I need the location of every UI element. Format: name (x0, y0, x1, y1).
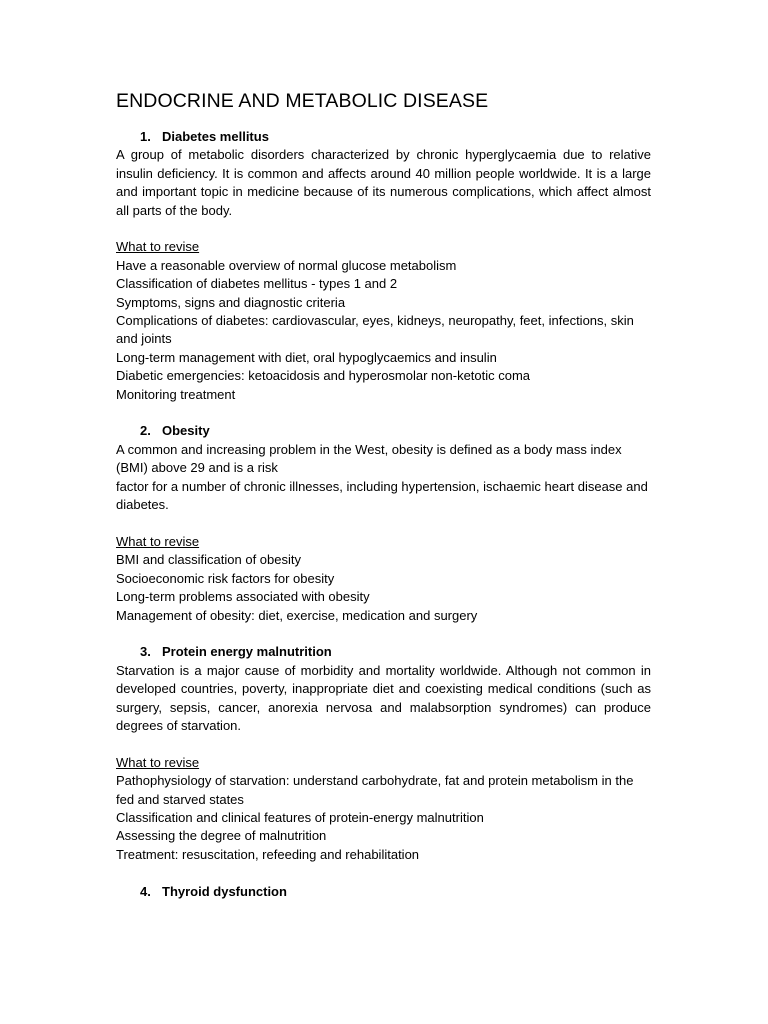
section-heading (116, 128, 651, 146)
section-title: Obesity (162, 423, 210, 439)
revise-item: BMI and classification of obesity (116, 552, 301, 568)
section-number: 3. (140, 644, 151, 660)
section-description: factor for a number of chronic illnesses, including hypertension, ischaemic heart disease and diabetes. (116, 478, 648, 513)
section-title: Diabetes mellitus (162, 129, 269, 144)
document-content (116, 88, 651, 901)
revise-item: Management of obesity: diet, exercise, medication and surgery (116, 607, 478, 623)
revise-item: Symptoms, signs and diagnostic criteria (116, 294, 346, 310)
spacer (116, 515, 651, 533)
revise-item: Monitoring treatment (116, 386, 236, 402)
revise-list (116, 257, 651, 404)
section-number: 2. (140, 423, 151, 439)
what-to-revise-label: What to revise (116, 533, 200, 549)
section-number: 1. (140, 129, 151, 144)
what-to-revise-label: What to revise (116, 239, 200, 255)
revise-list (116, 551, 651, 625)
revise-item: Classification of diabetes mellitus - types 1 and 2 (116, 276, 398, 292)
revise-item: Long-term problems associated with obesity (116, 589, 370, 605)
section-thyroid-dysfunction (116, 883, 651, 901)
revise-item: Have a reasonable overview of normal glucose metabolism (116, 257, 457, 273)
section-protein-energy-malnutrition (116, 643, 651, 882)
what-to-revise-label: What to revise (116, 754, 200, 770)
revise-item: Long-term management with diet, oral hypoglycaemics and insulin (116, 349, 497, 365)
revise-item: Pathophysiology of starvation: understand carbohydrate, fat and protein metabolism in the fed and starved states (116, 773, 634, 807)
revise-item: Complications of diabetes: cardiovascular, eyes, kidneys, neuropathy, feet, infections, skin and joints (116, 313, 634, 347)
section-heading (116, 643, 651, 661)
section-description: Starvation is a major cause of morbidity and mortality worldwide. Although not common in developed countries, poverty, inappropriate diet and coexisting medical conditions (such as surgery, sepsis, cancer, anorexia nervosa and malabsorption syndromes) can produce degrees of starvation. (116, 662, 651, 733)
spacer (116, 220, 651, 238)
section-title: Protein energy malnutrition (162, 644, 332, 660)
revise-item: Socioeconomic risk factors for obesity (116, 570, 335, 586)
section-title: Thyroid dysfunction (162, 883, 287, 899)
document-title: ENDOCRINE AND METABOLIC DISEASE (116, 90, 489, 112)
section-heading (116, 883, 651, 901)
spacer (116, 625, 651, 643)
revise-item: Assessing the degree of malnutrition (116, 828, 327, 844)
revise-list (116, 772, 651, 864)
section-heading (116, 422, 651, 440)
revise-item: Diabetic emergencies: ketoacidosis and hyperosmolar non-ketotic coma (116, 368, 531, 384)
spacer (116, 864, 651, 882)
section-description: A group of metabolic disorders characterized by chronic hyperglycaemia due to relative insulin deficiency. It is common and affects around 40 million people worldwide. It is a large and important topic in medicine because of its numerous complications, which affect almost all parts of the body. (116, 147, 651, 218)
section-number: 4. (140, 883, 151, 899)
spacer (116, 404, 651, 422)
section-description: A common and increasing problem in the West, obesity is defined as a body mass index (BMI) above 29 and is a risk (116, 441, 622, 476)
section-diabetes-mellitus (116, 128, 651, 422)
revise-item: Treatment: resuscitation, refeeding and rehabilitation (116, 846, 420, 862)
revise-item: Classification and clinical features of protein-energy malnutrition (116, 809, 484, 825)
section-obesity (116, 422, 651, 643)
spacer (116, 735, 651, 753)
